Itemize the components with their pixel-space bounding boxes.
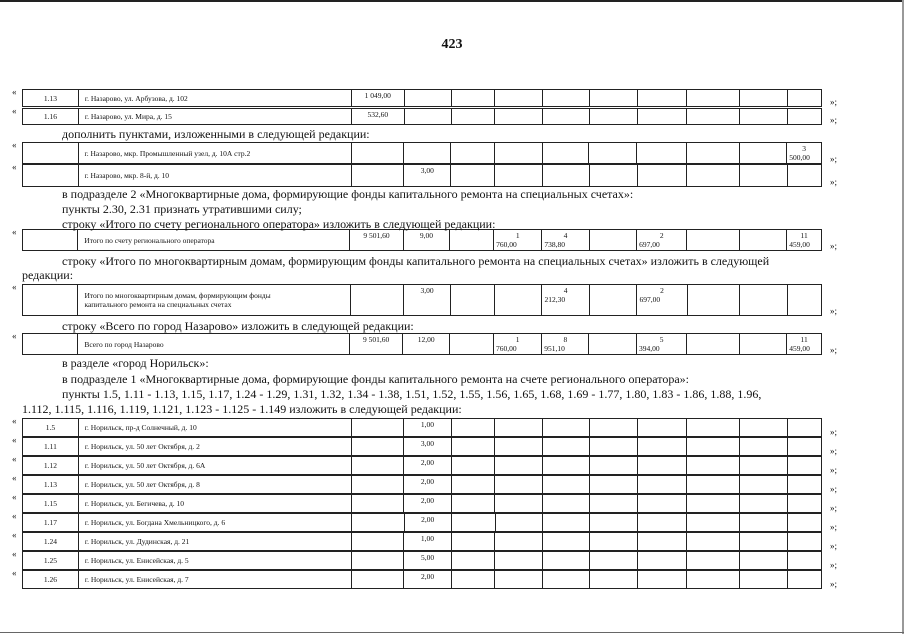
value-cell: [543, 571, 590, 589]
value-cell: [542, 143, 589, 164]
row-address: г. Назарово, ул. Мира, д. 15: [78, 109, 351, 125]
value-cell: [351, 457, 404, 475]
value-cell: [637, 552, 687, 570]
value-cell: [687, 514, 740, 532]
value-cell: [739, 143, 787, 164]
quote-mark: «: [12, 435, 17, 445]
value-cell: [351, 495, 404, 513]
text-line-total-city: строку «Всего по город Назарово» изложить в следующей редакции:: [62, 319, 414, 333]
value-cell: [687, 165, 740, 187]
row-number: 1.5: [23, 419, 79, 437]
value-cell: [787, 552, 821, 570]
value-cell: 5 394,00: [637, 334, 687, 355]
text-sub1-heading: в подразделе 1 «Многоквартирные дома, формирующие фонды капитального ремонта на счете регионального оператора»:: [62, 372, 689, 386]
quote-mark: «: [12, 331, 17, 341]
value-cell: [787, 571, 821, 589]
text-line-total-spec-1: строку «Итого по многоквартирным домам, формирующим фонды капитального ремонта на специальных счетах» изложить в следующей: [62, 254, 770, 268]
value-cell: [590, 90, 638, 107]
value-cell: [451, 438, 495, 456]
value-cell: [687, 476, 740, 494]
value-cell: [687, 438, 740, 456]
value-cell: [590, 109, 638, 125]
value-cell: [787, 514, 821, 532]
value-cell: 4 212,30: [542, 285, 589, 316]
value-cell: [787, 90, 821, 107]
row-number: 1.12: [23, 457, 79, 475]
text-points-list-2: 1.112, 1.115, 1.116, 1.119, 1.121, 1.123 - 1.125 - 1.149 изложить в следующей редакции:: [22, 402, 462, 416]
row-number: [23, 143, 79, 164]
value-cell: [787, 109, 821, 125]
value-cell: [740, 514, 788, 532]
value-cell: [687, 230, 739, 251]
value-cell: 2,00: [404, 514, 451, 532]
text-add-points: дополнить пунктами, изложенными в следующей редакции:: [62, 127, 370, 141]
value-cell: [589, 285, 637, 316]
quote-mark: «: [12, 416, 17, 426]
quote-mark: «: [12, 162, 17, 172]
value-cell: [740, 419, 788, 437]
value-cell: [740, 552, 788, 570]
value-cell: [543, 438, 590, 456]
value-cell: [637, 438, 687, 456]
value-cell: 3 500,00: [787, 143, 822, 164]
value-cell: [543, 476, 590, 494]
value-cell: [589, 165, 637, 187]
table-row: [22, 164, 822, 187]
row-suffix: »;: [830, 97, 838, 107]
value-cell: [637, 90, 687, 107]
value-cell: [495, 457, 543, 475]
value-cell: [451, 143, 495, 164]
value-cell: [589, 334, 637, 355]
value-cell: [543, 514, 590, 532]
value-cell: 1 760,00: [493, 334, 541, 355]
table-row: [22, 456, 822, 475]
value-cell: [787, 165, 821, 187]
value-cell: [495, 514, 543, 532]
value-cell: 3,00: [404, 438, 451, 456]
value-cell: [351, 476, 404, 494]
row-suffix: »;: [830, 560, 838, 570]
value-cell: 3,00: [404, 165, 451, 187]
value-cell: [352, 514, 405, 532]
value-cell: [787, 457, 821, 475]
value-cell: 2 697,00: [637, 285, 687, 316]
value-cell: [450, 334, 494, 355]
text-points-list-1: пункты 1.5, 1.11 - 1.13, 1.15, 1.17, 1.24 - 1.29, 1.31, 1.32, 1.34 - 1.38, 1.51, 1.52, 1.55, 1.56, 1.65, 1.68, 1.69 - 1.77, 1.80, 1.83 - 1.86, 1.88, 1.96,: [62, 387, 762, 401]
value-cell: 9,00: [403, 230, 450, 251]
row-number: 1.26: [23, 571, 79, 589]
value-cell: [687, 457, 740, 475]
value-cell: [687, 571, 740, 589]
value-cell: [451, 419, 495, 437]
value-cell: [740, 457, 788, 475]
value-cell: [495, 533, 543, 551]
text-points-invalid: пункты 2.30, 2.31 признать утратившими силу;: [62, 202, 302, 216]
value-cell: [787, 495, 821, 513]
value-cell: 11 459,00: [787, 230, 822, 251]
value-cell: [494, 143, 542, 164]
value-cell: 1 049,00: [351, 90, 404, 107]
value-cell: [589, 533, 637, 551]
row-suffix: »;: [830, 427, 838, 437]
value-cell: 4 738,80: [542, 230, 589, 251]
row-address: г. Назарово, мкр. Промышленный узел, д. 10А стр.2: [78, 143, 351, 164]
table-row: [22, 532, 822, 551]
value-cell: [740, 438, 788, 456]
value-cell: [787, 438, 821, 456]
row-suffix: »;: [830, 465, 838, 475]
table-row: [22, 229, 822, 251]
value-cell: [495, 90, 543, 107]
value-cell: [589, 438, 637, 456]
quote-mark: «: [12, 87, 17, 97]
value-cell: [543, 419, 590, 437]
table-row: [22, 494, 822, 513]
value-cell: [351, 552, 404, 570]
value-cell: [543, 533, 590, 551]
value-cell: [494, 285, 542, 316]
value-cell: [451, 90, 495, 107]
value-cell: [740, 571, 788, 589]
value-cell: [687, 90, 740, 107]
value-cell: [637, 457, 687, 475]
value-cell: [543, 457, 590, 475]
value-cell: [451, 495, 495, 513]
value-cell: [739, 230, 787, 251]
row-address: Итого по многоквартирным домам, формирующим фонды капитального ремонта на специальных счетах: [78, 285, 351, 316]
value-cell: [351, 419, 404, 437]
value-cell: [451, 552, 495, 570]
row-suffix: »;: [830, 446, 838, 456]
value-cell: 2 697,00: [637, 230, 687, 251]
value-cell: [637, 476, 687, 494]
quote-mark: «: [12, 106, 17, 116]
value-cell: [495, 476, 543, 494]
quote-mark: «: [12, 454, 17, 464]
value-cell: [351, 143, 404, 164]
row-address: г. Норильск, ул. Бегичева, д. 10: [78, 495, 351, 513]
row-address: г. Норильск, ул. 50 лет Октября, д. 6А: [78, 457, 351, 475]
value-cell: [404, 90, 451, 107]
value-cell: [543, 495, 590, 513]
row-number: 1.16: [23, 109, 79, 125]
row-suffix: »;: [830, 484, 838, 494]
row-number: 1.13: [23, 90, 79, 107]
value-cell: [637, 514, 687, 532]
value-cell: [589, 230, 637, 251]
table-row: [22, 513, 822, 532]
value-cell: 1,00: [404, 419, 451, 437]
quote-mark: «: [12, 549, 17, 559]
value-cell: 532,60: [351, 109, 404, 125]
top-border: [0, 0, 903, 2]
row-number: 1.25: [23, 552, 79, 570]
value-cell: [543, 552, 590, 570]
value-cell: [589, 571, 637, 589]
value-cell: [495, 419, 543, 437]
value-cell: [686, 143, 739, 164]
row-suffix: »;: [830, 241, 838, 251]
value-cell: [740, 285, 788, 316]
value-cell: [740, 533, 788, 551]
table-row: [22, 333, 822, 355]
value-cell: [451, 533, 495, 551]
value-cell: [451, 514, 495, 532]
value-cell: [589, 143, 637, 164]
value-cell: 12,00: [403, 334, 450, 355]
row-address: г. Назарово, ул. Арбузова, д. 102: [78, 90, 351, 107]
row-suffix: »;: [830, 177, 838, 187]
row-address: г. Норильск, ул. Дудинская, д. 21: [78, 533, 351, 551]
value-cell: [687, 533, 740, 551]
value-cell: 9 501,60: [350, 334, 403, 355]
row-number: 1.13: [23, 476, 79, 494]
value-cell: [450, 230, 494, 251]
value-cell: [739, 165, 787, 187]
value-cell: [740, 476, 788, 494]
value-cell: [451, 165, 495, 187]
value-cell: 1,00: [404, 533, 451, 551]
table-row: [22, 418, 822, 437]
row-number: 1.15: [23, 495, 79, 513]
quote-mark: «: [12, 492, 17, 502]
value-cell: [787, 419, 821, 437]
value-cell: [637, 165, 687, 187]
value-cell: 2,00: [404, 457, 451, 475]
value-cell: 2,00: [404, 476, 451, 494]
value-cell: [351, 285, 404, 316]
row-number: 1.24: [23, 533, 79, 551]
value-cell: [590, 514, 638, 532]
row-number: [23, 165, 79, 187]
row-number: 1.11: [23, 438, 79, 456]
value-cell: [637, 495, 687, 513]
value-cell: [740, 109, 788, 125]
value-cell: [687, 419, 740, 437]
value-cell: [637, 143, 687, 164]
quote-mark: «: [12, 282, 17, 292]
row-address: г. Норильск, ул. Енисейская, д. 7: [78, 571, 351, 589]
value-cell: [637, 109, 687, 125]
value-cell: [589, 552, 637, 570]
value-cell: [543, 109, 590, 125]
value-cell: [451, 476, 495, 494]
text-section-norilsk: в разделе «город Норильск»:: [62, 356, 209, 370]
value-cell: [495, 571, 543, 589]
value-cell: [589, 495, 637, 513]
row-address: г. Назарово, мкр. 8-й, д. 10: [78, 165, 351, 187]
row-number: [23, 334, 78, 355]
value-cell: 3,00: [404, 285, 451, 316]
value-cell: [589, 457, 637, 475]
value-cell: [687, 552, 740, 570]
row-address: г. Норильск, ул. 50 лет Октября, д. 8: [78, 476, 351, 494]
table-row: [22, 475, 822, 494]
value-cell: [637, 533, 687, 551]
value-cell: 2,00: [404, 495, 451, 513]
text-line-total-spec-2: редакции:: [22, 268, 74, 282]
value-cell: [687, 334, 739, 355]
table-row: [22, 108, 822, 125]
value-cell: [739, 334, 787, 355]
value-cell: [495, 109, 543, 125]
value-cell: 11 459,00: [787, 334, 822, 355]
quote-mark: «: [12, 568, 17, 578]
row-suffix: »;: [830, 541, 838, 551]
value-cell: [740, 495, 788, 513]
quote-mark: «: [12, 511, 17, 521]
value-cell: [787, 476, 821, 494]
row-number: [23, 230, 78, 251]
row-address: г. Норильск, ул. Богдана Хмельницкого, д. 6: [78, 514, 351, 532]
quote-mark: «: [12, 530, 17, 540]
text-sub2-heading: в подразделе 2 «Многоквартирные дома, формирующие фонды капитального ремонта на специальных счетах»:: [62, 187, 634, 201]
value-cell: [351, 438, 404, 456]
value-cell: [351, 571, 404, 589]
value-cell: [637, 571, 687, 589]
value-cell: [589, 476, 637, 494]
row-address: г. Норильск, пр-д Солнечный, д. 10: [78, 419, 351, 437]
value-cell: [637, 419, 687, 437]
value-cell: [451, 457, 495, 475]
row-suffix: »;: [830, 503, 838, 513]
row-number: 1.17: [23, 514, 79, 532]
value-cell: [495, 165, 543, 187]
value-cell: [687, 285, 740, 316]
value-cell: 5,00: [404, 552, 451, 570]
row-address: г. Норильск, ул. 50 лет Октября, д. 2: [78, 438, 351, 456]
value-cell: [687, 495, 740, 513]
text-line-total-regop: строку «Итого по счету регионального оператора» изложить в следующей редакции:: [62, 217, 496, 231]
page-number: 423: [441, 37, 463, 52]
value-cell: [740, 90, 788, 107]
value-cell: [543, 90, 590, 107]
row-suffix: »;: [830, 306, 838, 316]
value-cell: [404, 143, 451, 164]
row-number: [23, 285, 78, 316]
row-address: Итого по счету регионального оператора: [78, 230, 350, 251]
row-suffix: »;: [830, 345, 838, 355]
quote-mark: «: [12, 227, 17, 237]
table-row: [22, 89, 822, 107]
value-cell: [495, 438, 543, 456]
row-address: г. Норильск, ул. Енисейская, д. 5: [78, 552, 351, 570]
value-cell: [687, 109, 740, 125]
row-suffix: »;: [830, 115, 838, 125]
value-cell: [495, 495, 543, 513]
value-cell: [351, 165, 404, 187]
value-cell: [787, 285, 821, 316]
value-cell: [451, 571, 495, 589]
value-cell: [543, 165, 590, 187]
row-address: Всего по город Назарово: [78, 334, 350, 355]
quote-mark: «: [12, 473, 17, 483]
value-cell: [351, 533, 404, 551]
value-cell: [451, 109, 495, 125]
value-cell: [495, 552, 543, 570]
value-cell: [451, 285, 495, 316]
table-row: [22, 284, 822, 316]
value-cell: 8 951,10: [542, 334, 589, 355]
value-cell: 9 501,60: [350, 230, 403, 251]
value-cell: 2,00: [404, 571, 451, 589]
table-row: [22, 551, 822, 570]
value-cell: [404, 109, 451, 125]
value-cell: [787, 533, 821, 551]
row-suffix: »;: [830, 579, 838, 589]
quote-mark: «: [12, 140, 17, 150]
row-suffix: »;: [830, 522, 838, 532]
table-row: [22, 570, 822, 589]
value-cell: [589, 419, 637, 437]
table-row: [22, 437, 822, 456]
bottom-edge: [0, 632, 904, 633]
row-suffix: »;: [830, 154, 838, 164]
value-cell: 1 760,00: [494, 230, 542, 251]
table-row: [22, 142, 822, 164]
